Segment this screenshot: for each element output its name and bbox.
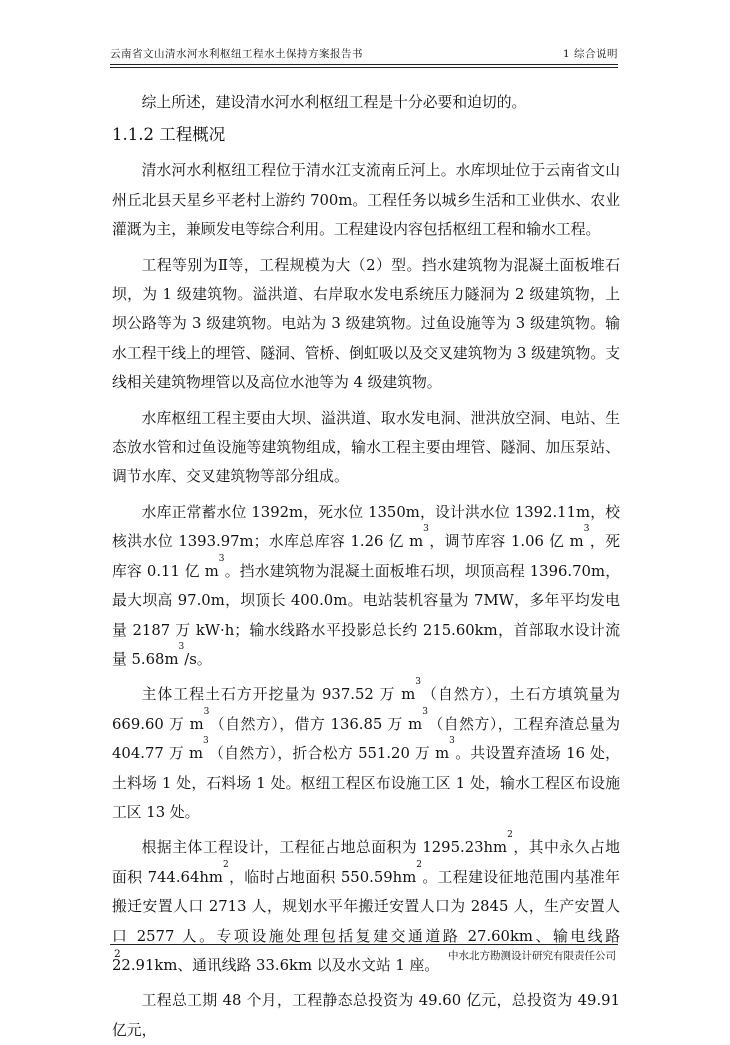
running-footer	[114, 948, 616, 963]
footer-rule	[110, 944, 618, 945]
paragraph-earthwork: 主体工程土石方开挖量为 937.52 万 $m^3$（自然方），土石方填筑量为 669.60 万 $m^3$（自然方），借方 136.85 万 $m^3$（自然方），工程弃渣总量为 404.77 万 $m^3$（自然方），折合松方 551.20 万 $m^3$。共设置弃渣场 16 处，土料场 1 处，石料场 1 处。枢纽工程区布设施工区 1 处，输水工程区布设施工区 13 处。	[112, 677, 620, 821]
section-heading: 1.1.2 工程概况	[112, 125, 226, 145]
header-rule-thin	[110, 67, 618, 68]
paragraph-location: 清水河水利枢纽工程位于清水江支流南丘河上。水库坝址位于云南省文山州丘北县天星乡平老村上游约 700m。工程任务以城乡生活和工业供水、农业灌溉为主，兼顾发电等综合利用。工程建设内容包括枢纽工程和输水工程。	[112, 162, 620, 239]
organization-name: 中水北方勘测设计研究有限责任公司	[448, 950, 616, 962]
paragraph-schedule: 工程总工期 48 个月，工程静态总投资为 49.60 亿元，总投资为 49.91 亿元，	[112, 992, 620, 1039]
page-number: 2	[114, 948, 121, 960]
paragraph-composition: 水库枢纽工程主要由大坝、溢洪道、取水发电洞、泄洪放空洞、电站、生态放水管和过鱼设施等建筑物组成，输水工程主要由埋管、隧洞、加压泵站、调节水库、交叉建筑物等部分组成。	[112, 409, 620, 486]
paragraph-reservoir: 水库正常蓄水位 1392m，死水位 1350m，设计洪水位 1392.11m，校核洪水位 1393.97m；水库总库容 1.26 亿 $m^3$，调节库容 1.06 亿 $m^3$，死库容 0.11 亿 $m^3$。挡水建筑物为混凝土面板堆石坝，坝顶高程 1396.70m，最大坝高 97.0m，坝顶长 400.0m。电站装机容量为 7MW，多年平均发电量 2187 万 kW·h；输水线路水平投影总长约 215.60km，首部取水设计流量 $5.68m^3/s$。	[112, 503, 620, 668]
paragraph-grade: 工程等别为Ⅱ等，工程规模为大（2）型。挡水建筑物为混凝土面板堆石坝，为 1 级建筑物。溢洪道、右岸取水发电系统压力隧洞为 2 级建筑物，上坝公路等为 3 级建筑物。电站为 3 级建筑物。过鱼设施等为 3 级建筑物。输水工程干线上的埋管、隧洞、管桥、倒虹吸以及交叉建筑物为 3 级建筑物。支线相关建筑物埋管以及高位水池等为 4 级建筑物。	[112, 256, 620, 392]
document-title: 云南省文山清水河水利枢纽工程水土保持方案报告书	[110, 48, 363, 60]
intro-paragraph: 综上所述，建设清水河水利枢纽工程是十分必要和迫切的。	[141, 94, 527, 111]
chapter-label: 1 综合说明	[562, 48, 618, 60]
header-rule	[110, 64, 618, 65]
paragraph-land: 根据主体工程设计，工程征占地总面积为 $1295.23hm^2$，其中永久占地面积 $744.64hm^2$，临时占地面积 $550.59hm^2$。工程建设征地范围内基准年搬迁安置人口 2713 人，规划水平年搬迁安置人口为 2845 人，生产安置人口 2577 人。专项设施处理包括复建交通道路 27.60km、输电线路 22.91km、通讯线路 33.6km 以及水文站 1 座。	[112, 830, 620, 974]
running-header	[110, 46, 618, 61]
page-body	[112, 88, 620, 1045]
